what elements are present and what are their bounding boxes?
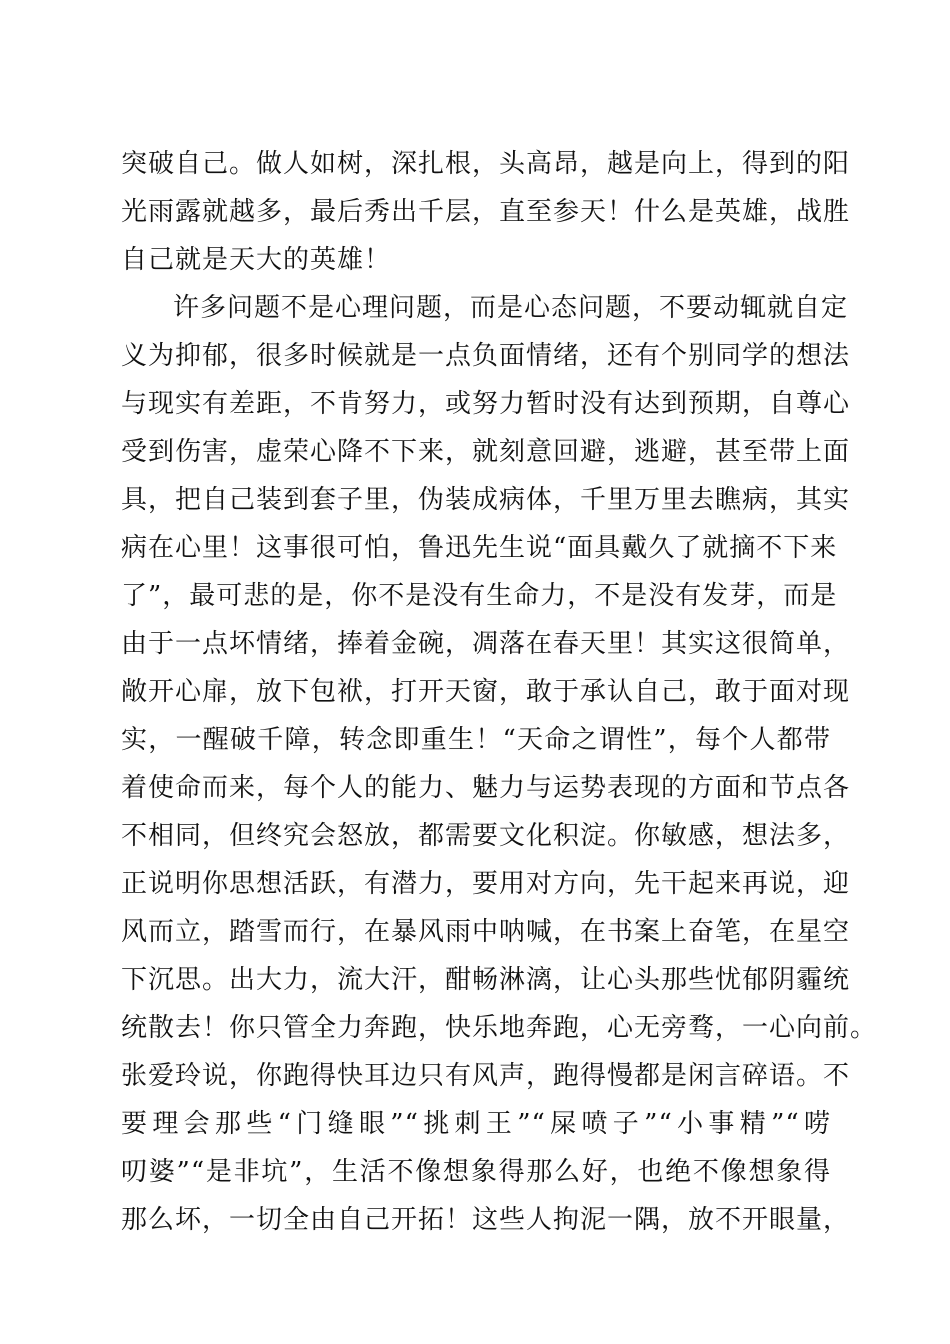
text-line: 了”，最可悲的是，你不是没有生命力，不是没有发芽，而是 — [121, 581, 838, 611]
text-line: 不相同，但终究会怒放，都需要文化积淀。你敏感，想法多， — [121, 821, 851, 851]
text-line: 与现实有差距，不肯努力，或努力暂时没有达到预期，自尊心 — [121, 389, 851, 419]
text-line: 下沉思。出大力，流大汗，酣畅淋漓，让心头那些忧郁阴霾统 — [121, 965, 851, 995]
body-text — [121, 140, 878, 1244]
text-line: 要理会那些“门缝眼”“挑刺王”“屎喷子”“小事精”“唠 — [121, 1109, 831, 1139]
text-line: 正说明你思想活跃，有潜力，要用对方向，先干起来再说，迎 — [121, 869, 851, 899]
text-line: 具，把自己装到套子里，伪装成病体，千里万里去瞧病，其实 — [121, 485, 851, 515]
text-line: 着使命而来，每个人的能力、魅力与运势表现的方面和节点各 — [121, 773, 851, 803]
text-line: 风而立，踏雪而行，在暴风雨中呐喊，在书案上奋笔，在星空 — [121, 917, 851, 947]
text-line: 叨婆”“是非坑”，生活不像想象得那么好，也绝不像想象得 — [121, 1157, 831, 1187]
text-line: 张爱玲说，你跑得快耳边只有风声，跑得慢都是闲言碎语。不 — [121, 1061, 851, 1091]
text-line: 受到伤害，虚荣心降不下来，就刻意回避，逃避，甚至带上面 — [121, 437, 851, 467]
text-line: 那么坏，一切全由自己开拓！这些人拘泥一隅，放不开眼量， — [121, 1205, 851, 1235]
paragraph-first-line: 许多问题不是心理问题，而是心态问题，不要动辄就自定 — [173, 293, 849, 323]
text-line: 病在心里！这事很可怕，鲁迅先生说“面具戴久了就摘不下来 — [121, 533, 838, 563]
text-line: 实，一醒破千障，转念即重生！“天命之谓性”，每个人都带 — [121, 725, 831, 755]
text-line: 突破自己。做人如树，深扎根，头高昂，越是向上，得到的阳 — [121, 149, 851, 179]
text-line: 由于一点坏情绪，捧着金碗，凋落在春天里！其实这很简单， — [121, 629, 851, 659]
text-line: 自己就是天大的英雄！ — [121, 245, 392, 275]
text-line: 义为抑郁，很多时候就是一点负面情绪，还有个别同学的想法 — [121, 341, 851, 371]
text-line: 敞开心扉，放下包袱，打开天窗，敢于承认自己，敢于面对现 — [121, 677, 851, 707]
text-line: 统散去！你只管全力奔跑，快乐地奔跑，心无旁骛，一心向前。 — [121, 1013, 878, 1043]
text-line: 光雨露就越多，最后秀出千层，直至参天！什么是英雄，战胜 — [121, 197, 851, 227]
